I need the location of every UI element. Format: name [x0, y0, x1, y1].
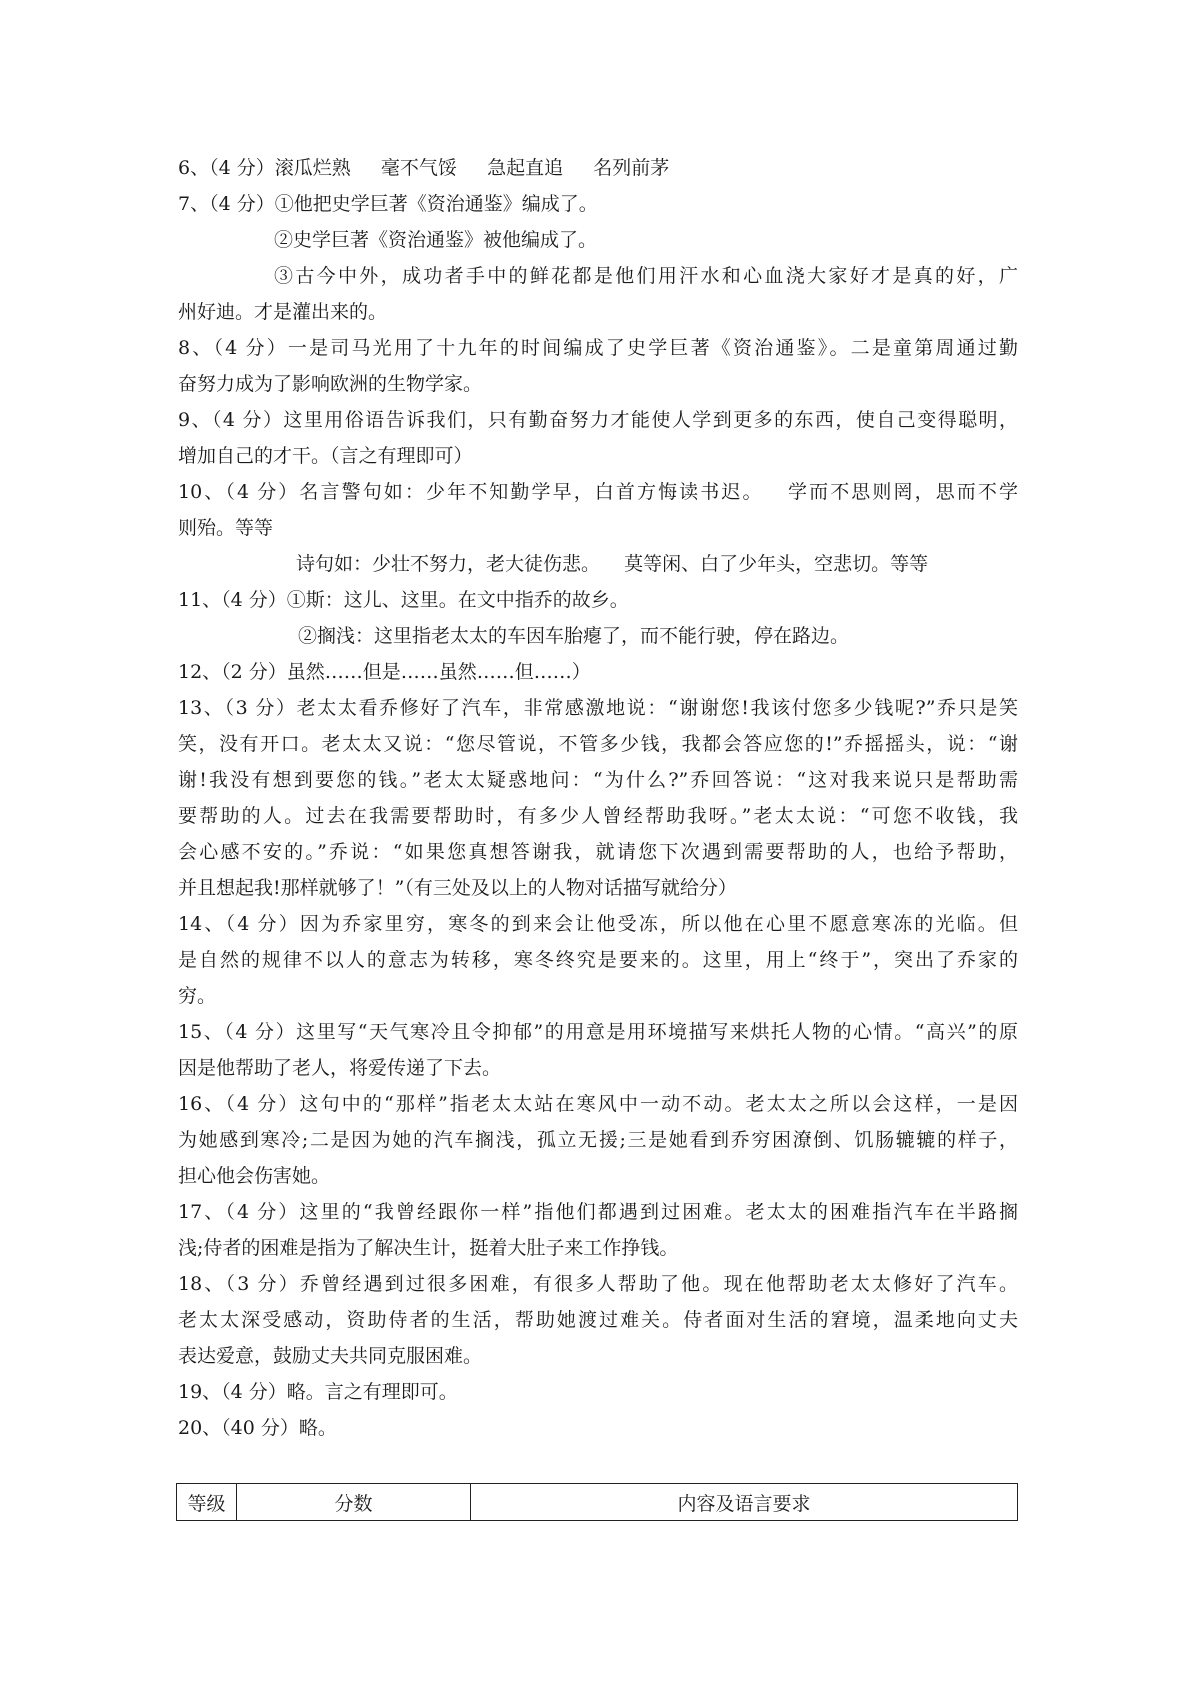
answer-line: 10、（4 分）名言警句如：少年不知勤学早，白首方悔读书迟。 学而不思则罔，思而不学	[178, 481, 1018, 503]
grading-table	[176, 1483, 1018, 1521]
header-grade: 等级	[177, 1484, 237, 1521]
answer-line: 12、（2 分）虽然……但是……虽然……但……）	[178, 661, 591, 683]
answer-line: 诗句如：少壮不努力，老大徒伤悲。 莫等闲、白了少年头，空悲切。等等	[296, 553, 929, 575]
answer-line: 13、（3 分）老太太看乔修好了汽车，非常感激地说：“谢谢您!我该付您多少钱呢?”乔只是笑	[178, 697, 1018, 719]
answer-line: 为她感到寒冷;二是因为她的汽车搁浅，孤立无援;三是她看到乔穷困潦倒、饥肠辘辘的样子，	[178, 1129, 1018, 1151]
answer-line: 增加自己的才干。（言之有理即可）	[178, 445, 473, 467]
answer-line: 因是他帮助了老人，将爱传递了下去。	[178, 1057, 502, 1079]
answer-line: 穷。	[178, 985, 217, 1007]
answer-line: 谢!我没有想到要您的钱。”老太太疑惑地问：“为什么?”乔回答说：“这对我来说只是帮助需	[178, 769, 1018, 791]
answer-line: 表达爱意，鼓励丈夫共同克服困难。	[178, 1345, 483, 1367]
header-requirements: 内容及语言要求	[471, 1484, 1018, 1521]
answer-line: 州好迪。才是灌出来的。	[178, 301, 388, 323]
table-header-row	[177, 1484, 1018, 1521]
answer-line: 会心感不安的。”乔说：“如果您真想答谢我，就请您下次遇到需要帮助的人，也给予帮助，	[178, 841, 1018, 863]
answer-line: 担心他会伤害她。	[178, 1165, 331, 1187]
answer-line: 20、（40 分）略。	[178, 1417, 337, 1439]
answer-key	[178, 150, 1018, 1446]
answer-line: 19、（4 分）略。言之有理即可。	[178, 1381, 458, 1403]
answer-line: 笑，没有开口。老太太又说：“您尽管说，不管多少钱，我都会答应您的!”乔摇摇头，说：“谢	[178, 733, 1018, 755]
header-score: 分数	[237, 1484, 471, 1521]
answer-line: 老太太深受感动，资助侍者的生活，帮助她渡过难关。侍者面对生活的窘境，温柔地向丈夫	[178, 1309, 1018, 1331]
answer-line: ②史学巨著《资治通鉴》被他编成了。	[274, 229, 598, 251]
answer-line: ②搁浅：这里指老太太的车因车胎瘪了，而不能行驶，停在路边。	[298, 625, 850, 647]
answer-line: 9、（4 分）这里用俗语告诉我们，只有勤奋努力才能使人学到更多的东西，使自己变得聪明，	[178, 409, 1018, 431]
answer-line: 浅;侍者的困难是指为了解决生计，挺着大肚子来工作挣钱。	[178, 1237, 679, 1259]
answer-line: 15、（4 分）这里写“天气寒冷且令抑郁”的用意是用环境描写来烘托人物的心情。“高兴”的原	[178, 1021, 1018, 1043]
answer-line: ③古今中外，成功者手中的鲜花都是他们用汗水和心血浇大家好才是真的好，广	[274, 265, 1018, 287]
answer-line: 17、（4 分）这里的“我曾经跟你一样”指他们都遇到过困难。老太太的困难指汽车在半路搁	[178, 1201, 1018, 1223]
answer-line: 14、（4 分）因为乔家里穷，寒冬的到来会让他受冻，所以他在心里不愿意寒冻的光临。但	[178, 913, 1018, 935]
answer-line: 11、（4 分）①斯：这儿、这里。在文中指乔的故乡。	[178, 589, 629, 611]
answer-line: 是自然的规律不以人的意志为转移，寒冬终究是要来的。这里，用上“终于”，突出了乔家的	[178, 949, 1018, 971]
answer-line: 6、（4 分）滚瓜烂熟 毫不气馁 急起直追 名列前茅	[178, 157, 670, 179]
answer-line: 奋努力成为了影响欧洲的生物学家。	[178, 373, 483, 395]
answer-line: 7、（4 分）①他把史学巨著《资治通鉴》编成了。	[178, 193, 598, 215]
answer-line: 则殆。等等	[178, 517, 274, 539]
answer-line: 8、（4 分）一是司马光用了十九年的时间编成了史学巨著《资治通鉴》。二是童第周通过勤	[178, 337, 1018, 359]
answer-line: 并且想起我!那样就够了！”（有三处及以上的人物对话描写就给分）	[178, 877, 737, 899]
answer-line: 18、（3 分）乔曾经遇到过很多困难，有很多人帮助了他。现在他帮助老太太修好了汽车。	[178, 1273, 1018, 1295]
answer-line: 要帮助的人。过去在我需要帮助时，有多少人曾经帮助我呀。”老太太说：“可您不收钱，我	[178, 805, 1018, 827]
answer-line: 16、（4 分）这句中的“那样”指老太太站在寒风中一动不动。老太太之所以会这样，一是因	[178, 1093, 1018, 1115]
